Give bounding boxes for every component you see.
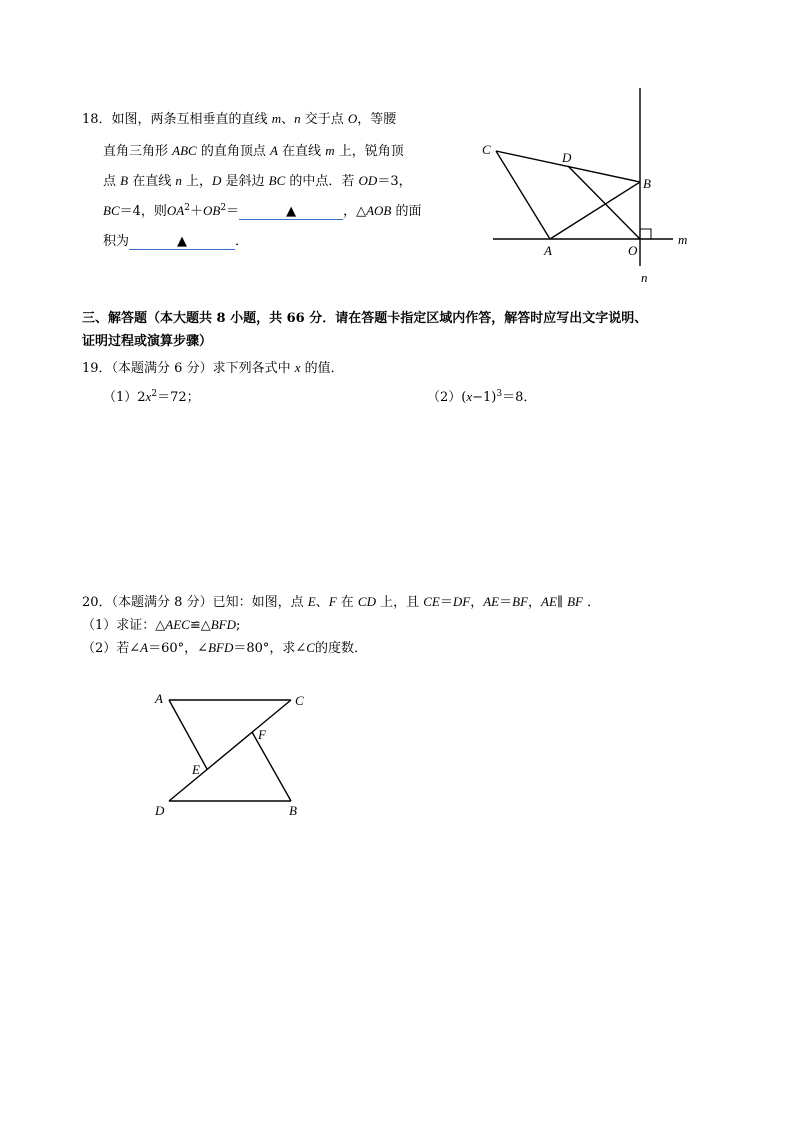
exponent: 2 bbox=[184, 203, 190, 213]
q18-text: 的中点．若 bbox=[285, 174, 359, 189]
q19-text: −1) bbox=[472, 390, 497, 405]
var-B: B bbox=[120, 173, 129, 188]
var-D: D bbox=[212, 173, 222, 188]
exponent: 3 bbox=[496, 389, 503, 399]
var-A: A bbox=[269, 143, 278, 158]
label-C: C bbox=[482, 142, 491, 157]
var-AEC: AEC bbox=[165, 617, 190, 632]
q20-text: （1）求证：△ bbox=[82, 618, 166, 633]
var-OB: OB bbox=[203, 203, 221, 218]
label-O: O bbox=[628, 243, 638, 258]
q18-text: 在直线 bbox=[277, 144, 326, 159]
label-C: C bbox=[295, 693, 304, 708]
var-m: m bbox=[271, 111, 282, 126]
q18-text: 在直线 bbox=[128, 174, 176, 189]
q18-text: 上， bbox=[181, 174, 212, 189]
exponent: 2 bbox=[220, 203, 227, 213]
q20-text: 、 bbox=[315, 595, 329, 610]
var-AE: AE bbox=[483, 594, 500, 609]
label-B: B bbox=[289, 803, 297, 818]
segment-DO bbox=[568, 166, 640, 239]
segment-AB bbox=[550, 182, 640, 239]
q18-text: ＝4，则 bbox=[119, 204, 167, 219]
label-A: A bbox=[544, 243, 552, 258]
right-angle-mark bbox=[640, 229, 651, 239]
var-DF: DF bbox=[452, 594, 471, 609]
q20-number: 20． bbox=[82, 595, 112, 610]
var-ABC: ABC bbox=[172, 143, 197, 158]
var-C: C bbox=[306, 640, 315, 655]
q18-text: 交于点 bbox=[300, 112, 348, 127]
var-n: n bbox=[175, 173, 182, 188]
label-D: D bbox=[155, 803, 165, 818]
q18-text: 积为 bbox=[103, 234, 130, 249]
var-CD: CD bbox=[357, 594, 376, 609]
q19-text: （1）2 bbox=[103, 390, 146, 405]
q20-text: （2）若∠ bbox=[82, 641, 141, 656]
q20-text: ＝ bbox=[439, 595, 453, 610]
q20-part-1 bbox=[82, 614, 240, 633]
label-E: E bbox=[192, 762, 200, 777]
q19-text: （本题满分 6 分）求下列各式中 bbox=[111, 361, 295, 376]
q20-text: ; bbox=[236, 618, 241, 633]
q18-text: ＝ bbox=[226, 204, 240, 219]
var-BF: BF bbox=[512, 594, 529, 609]
section-3-heading-line-2: 证明过程或演算步骤） bbox=[82, 334, 213, 349]
var-O: O bbox=[347, 111, 358, 126]
section-3-heading-line-1: 三、解答题（本大题共 8 小题，共 66 分．请在答题卡指定区域内作答，解答时应写出文字说明、 bbox=[82, 311, 648, 326]
q18-text: 直角三角形 bbox=[103, 144, 173, 159]
var-x: x bbox=[145, 389, 152, 404]
q18-line-2 bbox=[103, 140, 404, 159]
var-BF: BF bbox=[567, 594, 583, 609]
q20-text: ＝80°，求∠ bbox=[233, 641, 307, 656]
q19-text: ＝8． bbox=[502, 390, 537, 405]
q20-part-2 bbox=[82, 637, 367, 656]
q19-text: 的值． bbox=[300, 361, 344, 376]
var-BFD: BFD bbox=[208, 640, 234, 655]
var-OA: OA bbox=[166, 203, 185, 218]
q18-text: 点 bbox=[103, 174, 121, 189]
q18-text: ＋ bbox=[189, 204, 203, 219]
q18-figure bbox=[480, 85, 700, 290]
q18-line-3 bbox=[103, 170, 412, 189]
var-OD: OD bbox=[358, 173, 378, 188]
var-E: E bbox=[307, 594, 316, 609]
label-A: A bbox=[155, 691, 163, 706]
var-BC: BC bbox=[268, 173, 286, 188]
var-n: n bbox=[294, 111, 301, 126]
q20-text: ＝ bbox=[499, 595, 513, 610]
q18-line-4 bbox=[103, 200, 422, 220]
q18-text: 的直角顶点 bbox=[196, 144, 270, 159]
q20-text: （本题满分 8 分）已知：如图，点 bbox=[111, 595, 308, 610]
segment-AE bbox=[169, 700, 207, 769]
q18-text: 的面 bbox=[391, 204, 422, 219]
q20-text: ， bbox=[470, 595, 484, 610]
q20-text: ＝60°，∠ bbox=[148, 641, 209, 656]
label-F: F bbox=[258, 727, 266, 742]
var-BC: BC bbox=[103, 203, 120, 218]
var-m: m bbox=[325, 143, 335, 158]
var-F: F bbox=[328, 594, 337, 609]
q20-text: ， bbox=[528, 595, 542, 610]
label-n: n bbox=[641, 270, 648, 285]
q18-line-5 bbox=[103, 230, 248, 250]
var-BFD: BFD bbox=[210, 617, 237, 632]
var-x: x bbox=[294, 360, 301, 375]
q18-line-1 bbox=[82, 108, 396, 127]
q19-part-1 bbox=[103, 386, 200, 405]
q19-number: 19． bbox=[82, 361, 112, 376]
q18-number: 18． bbox=[82, 112, 112, 127]
var-CE: CE bbox=[423, 594, 440, 609]
q20-text: ≌△ bbox=[189, 618, 211, 633]
q19-text: （2）( bbox=[427, 390, 467, 405]
q18-text: 是斜边 bbox=[221, 174, 269, 189]
q20-stem bbox=[82, 591, 600, 610]
q20-text: ． bbox=[582, 595, 601, 610]
label-m: m bbox=[678, 232, 688, 247]
var-A: A bbox=[140, 640, 149, 655]
answer-blank-1[interactable] bbox=[239, 205, 343, 220]
q20-text: 在 bbox=[336, 595, 358, 610]
answer-blank-2[interactable] bbox=[129, 235, 235, 250]
label-B: B bbox=[643, 176, 651, 191]
q19-stem bbox=[82, 357, 344, 376]
q18-text: ＝3， bbox=[377, 174, 412, 189]
q18-text: ，△ bbox=[343, 204, 367, 219]
q20-figure bbox=[145, 685, 315, 820]
var-x: x bbox=[466, 389, 473, 404]
q19-part-2 bbox=[427, 386, 536, 405]
q20-text: 上，且 bbox=[375, 595, 424, 610]
exponent: 2 bbox=[151, 389, 158, 399]
segment-CD bbox=[169, 700, 291, 801]
q20-text: ∥ bbox=[556, 595, 568, 610]
q19-text: ＝72； bbox=[157, 390, 200, 405]
triangle-marker-icon: ▲ bbox=[286, 204, 297, 219]
q18-text: ，等腰 bbox=[357, 112, 397, 127]
var-AE: AE bbox=[541, 594, 557, 609]
label-D: D bbox=[562, 150, 572, 165]
q18-text: 、 bbox=[281, 112, 295, 127]
q18-text: ． bbox=[235, 234, 249, 249]
segment-CA bbox=[496, 151, 550, 239]
var-AOB: AOB bbox=[366, 203, 392, 218]
q20-text: 的度数． bbox=[314, 641, 367, 656]
q18-text: 上，锐角顶 bbox=[334, 144, 404, 159]
triangle-marker-icon: ▲ bbox=[177, 234, 188, 249]
segment-FB bbox=[252, 732, 291, 801]
q18-text: 如图，两条互相垂直的直线 bbox=[111, 112, 272, 127]
